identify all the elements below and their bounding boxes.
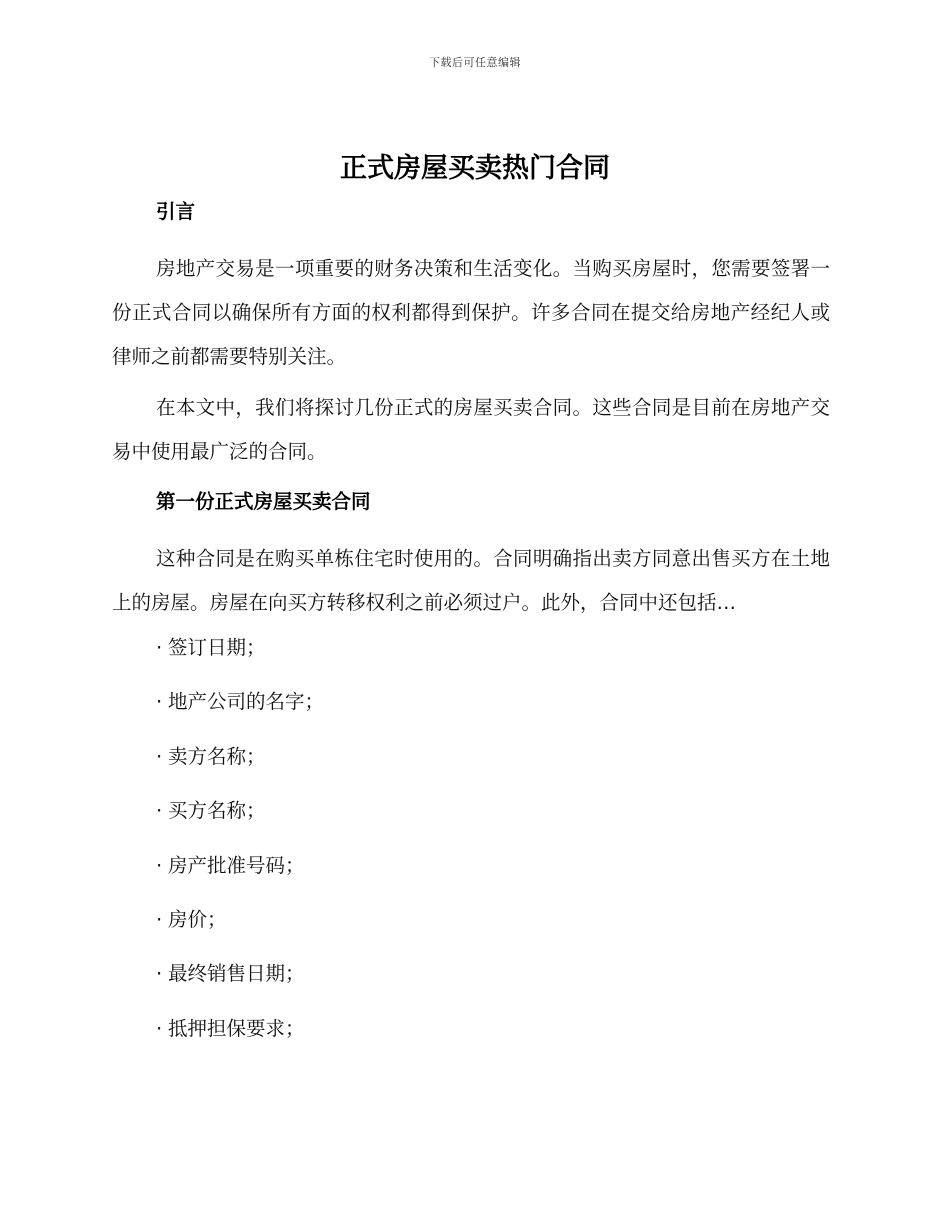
list-item xyxy=(112,908,830,932)
list-item-text: 卖方名称； xyxy=(168,744,266,768)
bullet-icon: · xyxy=(156,1016,163,1040)
bullet-icon: · xyxy=(156,636,163,659)
list-item xyxy=(112,799,830,823)
bullet-icon: · xyxy=(156,962,163,986)
bullet-icon: · xyxy=(156,853,163,877)
list-item-text: 签订日期； xyxy=(168,636,266,659)
list-item-text: 房产批准号码； xyxy=(168,853,305,877)
intro-heading: 引言 xyxy=(156,200,196,223)
list-item-text: 抵押担保要求； xyxy=(168,1016,305,1040)
list-item xyxy=(112,962,830,986)
list-item xyxy=(112,745,830,769)
intro-paragraph-1: 房地产交易是一项重要的财务决策和生活变化。当购买房屋时，您需要签署一份正式合同以确保所有方面的权利都得到保护。许多合同在提交给房地产经纪人或律师之前都需要特别关注。 xyxy=(112,257,830,368)
bullet-icon: · xyxy=(156,744,163,768)
list-item xyxy=(112,690,830,714)
bullet-icon: · xyxy=(156,690,163,714)
list-item xyxy=(112,854,830,878)
document-body xyxy=(112,197,830,1071)
document-title: 正式房屋买卖热门合同 xyxy=(340,153,610,184)
list-item xyxy=(112,636,830,660)
header-note: 下载后可任意编辑 xyxy=(429,56,521,69)
contract-items-list xyxy=(112,636,830,1041)
list-item-text: 买方名称； xyxy=(168,799,266,823)
list-item xyxy=(112,1017,830,1041)
bullet-icon: · xyxy=(156,799,163,823)
list-item-text: 房价； xyxy=(168,907,227,931)
list-item-text: 地产公司的名字； xyxy=(168,690,325,714)
first-contract-paragraph: 这种合同是在购买单栋住宅时使用的。合同明确指出卖方同意出售买方在土地上的房屋。房屋在向买方转移权利之前必须过户。此外，合同中还包括… xyxy=(112,547,830,614)
intro-paragraph-2: 在本文中，我们将探讨几份正式的房屋买卖合同。这些合同是目前在房地产交易中使用最广泛的合同。 xyxy=(112,396,830,463)
first-contract-heading: 第一份正式房屋买卖合同 xyxy=(156,490,371,513)
bullet-icon: · xyxy=(156,907,163,931)
list-item-text: 最终销售日期； xyxy=(168,962,305,986)
